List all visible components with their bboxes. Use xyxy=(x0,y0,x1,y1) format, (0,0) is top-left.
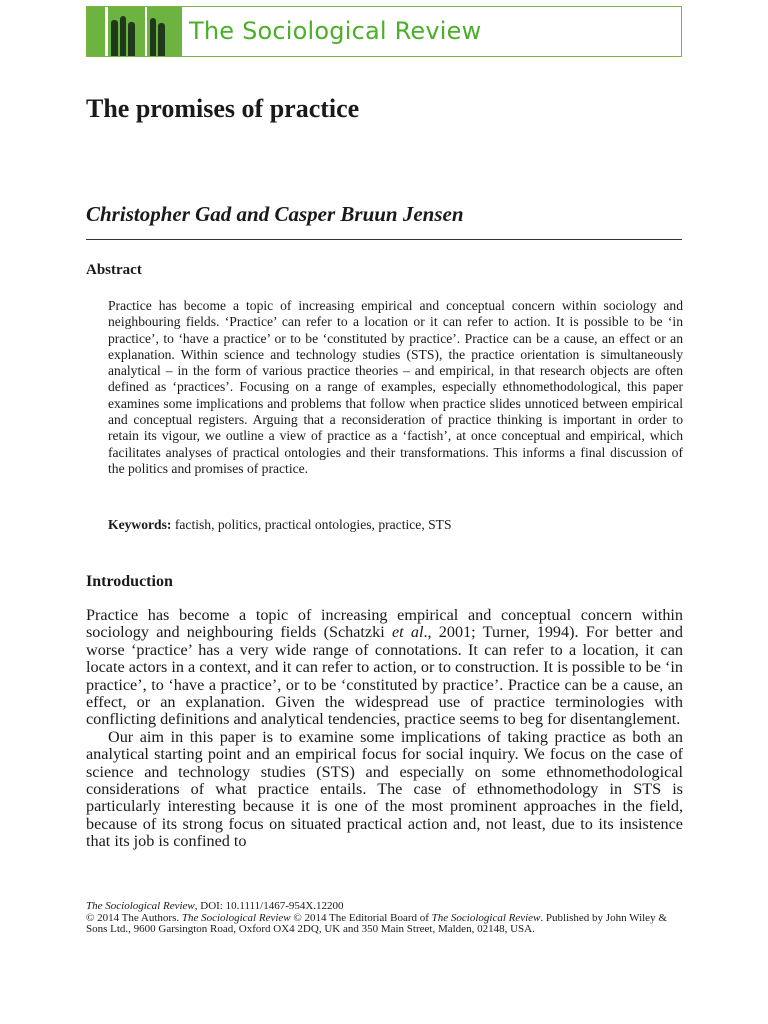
introduction-heading: Introduction xyxy=(86,573,173,590)
article-title: The promises of practice xyxy=(86,94,360,123)
abstract-text: Practice has become a topic of increasing empirical and conceptual concern within sociology and neighbouring fields. ‘Practice’ can refer to a location or it can refer to action. It is possible to be ‘in practice’, to ‘have a practice’ or to be ‘constituted by practice’. Practice can be a cause, an effect or an explanation. Within science and technology studies (STS), the practice orientation is simultaneously analytical – in the form of various practice theories – and empirical, in that research objects are often defined as ‘practices’. Focusing on a range of examples, especially ethnomethodological, this paper examines some implications and problems that follow when practice slides unnoticed between empirical and conceptual registers. Arguing that a reconsideration of practice thinking is important in order to retain its vigour, we outline a view of practice as a ‘factish’, at once conceptual and empirical, which facilitates analyses of practical ontologies and their transformations. This informs a final discussion of the politics and promises of practice. xyxy=(108,298,683,476)
article-authors: Christopher Gad and Casper Bruun Jensen xyxy=(86,202,464,226)
footer-copyright: © 2014 The Authors. The Sociological Review © 2014 The Editorial Board of The Sociological Review. Published by John Wiley & Sons Ltd., 9600 Garsington Road, Oxford OX4 2DQ, UK and 350 Main Street, Malden, 02148, USA. xyxy=(86,911,667,936)
introduction-body xyxy=(86,607,683,851)
journal-logo-icon xyxy=(87,7,182,56)
divider xyxy=(86,239,682,240)
page-footer xyxy=(86,901,683,936)
paragraph: Practice has become a topic of increasing empirical and conceptual concern within sociology and neighbouring fields (Schatzki et al., 2001; Turner, 1994). For better and worse ‘practice’ has a very wide range of connotations. It can refer to a location, it can locate actors in a context, and it can refer to action, or to construction. It is possible to be ‘in practice’, to ‘have a practice’, or to be ‘constituted by practice’. Practice can be a cause, an effect, or an explanation. Given the widespread use of practice terminologies with conflicting definitions and analytical tendencies, practice seems to beg for disentanglement. xyxy=(86,606,683,729)
journal-name: The Sociological Review xyxy=(189,17,482,45)
keywords-line xyxy=(108,517,452,533)
keywords-label: Keywords: xyxy=(108,517,172,532)
keywords-list: factish, politics, practical ontologies, practice, STS xyxy=(174,517,452,532)
footer-doi: The Sociological Review, DOI: 10.1111/1467-954X.12200 xyxy=(86,900,344,912)
paragraph: Our aim in this paper is to examine some implications of taking practice as both an analytical starting point and an empirical focus for social inquiry. We focus on the case of science and technology studies (STS) and especially on some ethnomethodological considerations of what practice entails. The case of ethnomethodology in STS is particularly interesting because it is one of the most prominent approaches in the field, because of its strong focus on situated practical action and, not least, due to its insistence that its job is confined to xyxy=(86,727,683,851)
journal-header xyxy=(86,6,682,57)
abstract-heading: Abstract xyxy=(86,262,142,278)
